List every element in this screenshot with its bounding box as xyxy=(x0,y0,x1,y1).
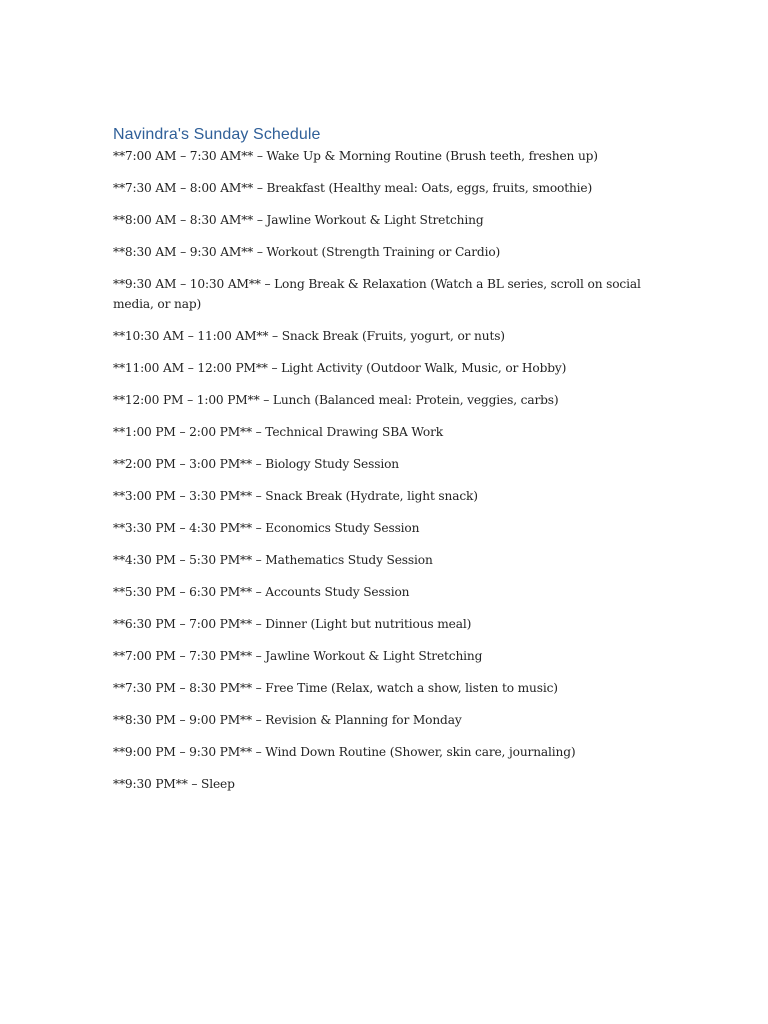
schedule-entry: **10:30 AM – 11:00 AM** – Snack Break (Fruits, yogurt, or nuts) xyxy=(113,329,505,343)
schedule-entry: **8:30 AM – 9:30 AM** – Workout (Strength Training or Cardio) xyxy=(113,245,501,259)
schedule-entry: **6:30 PM – 7:00 PM** – Dinner (Light but nutritious meal) xyxy=(113,617,472,631)
schedule-entry: **4:30 PM – 5:30 PM** – Mathematics Study Session xyxy=(113,553,433,567)
schedule-entry: **7:30 PM – 8:30 PM** – Free Time (Relax, watch a show, listen to music) xyxy=(113,681,558,695)
schedule-entry: **11:00 AM – 12:00 PM** – Light Activity (Outdoor Walk, Music, or Hobby) xyxy=(113,361,567,375)
schedule-entry: **9:30 AM – 10:30 AM** – Long Break & Relaxation (Watch a BL series, scroll on social media, or nap) xyxy=(113,277,641,311)
schedule-entry: **9:30 PM** – Sleep xyxy=(113,777,235,791)
schedule-entry: **7:00 AM – 7:30 AM** – Wake Up & Morning Routine (Brush teeth, freshen up) xyxy=(113,149,598,163)
schedule-entry: **8:00 AM – 8:30 AM** – Jawline Workout & Light Stretching xyxy=(113,213,484,227)
schedule-entry: **2:00 PM – 3:00 PM** – Biology Study Session xyxy=(113,457,399,471)
schedule-entry: **7:30 AM – 8:00 AM** – Breakfast (Healthy meal: Oats, eggs, fruits, smoothie) xyxy=(113,181,593,195)
schedule-entry: **3:00 PM – 3:30 PM** – Snack Break (Hydrate, light snack) xyxy=(113,489,478,503)
page-title: Navindra's Sunday Schedule xyxy=(113,126,321,143)
schedule-entry: **8:30 PM – 9:00 PM** – Revision & Planning for Monday xyxy=(113,713,462,727)
schedule-entry: **7:00 PM – 7:30 PM** – Jawline Workout & Light Stretching xyxy=(113,649,483,663)
schedule-entry: **1:00 PM – 2:00 PM** – Technical Drawing SBA Work xyxy=(113,425,444,439)
schedule-entry: **3:30 PM – 4:30 PM** – Economics Study Session xyxy=(113,521,420,535)
document-body xyxy=(113,125,643,806)
schedule-entry: **9:00 PM – 9:30 PM** – Wind Down Routine (Shower, skin care, journaling) xyxy=(113,745,576,759)
schedule-entry: **12:00 PM – 1:00 PM** – Lunch (Balanced meal: Protein, veggies, carbs) xyxy=(113,393,559,407)
schedule-entry: **5:30 PM – 6:30 PM** – Accounts Study Session xyxy=(113,585,410,599)
